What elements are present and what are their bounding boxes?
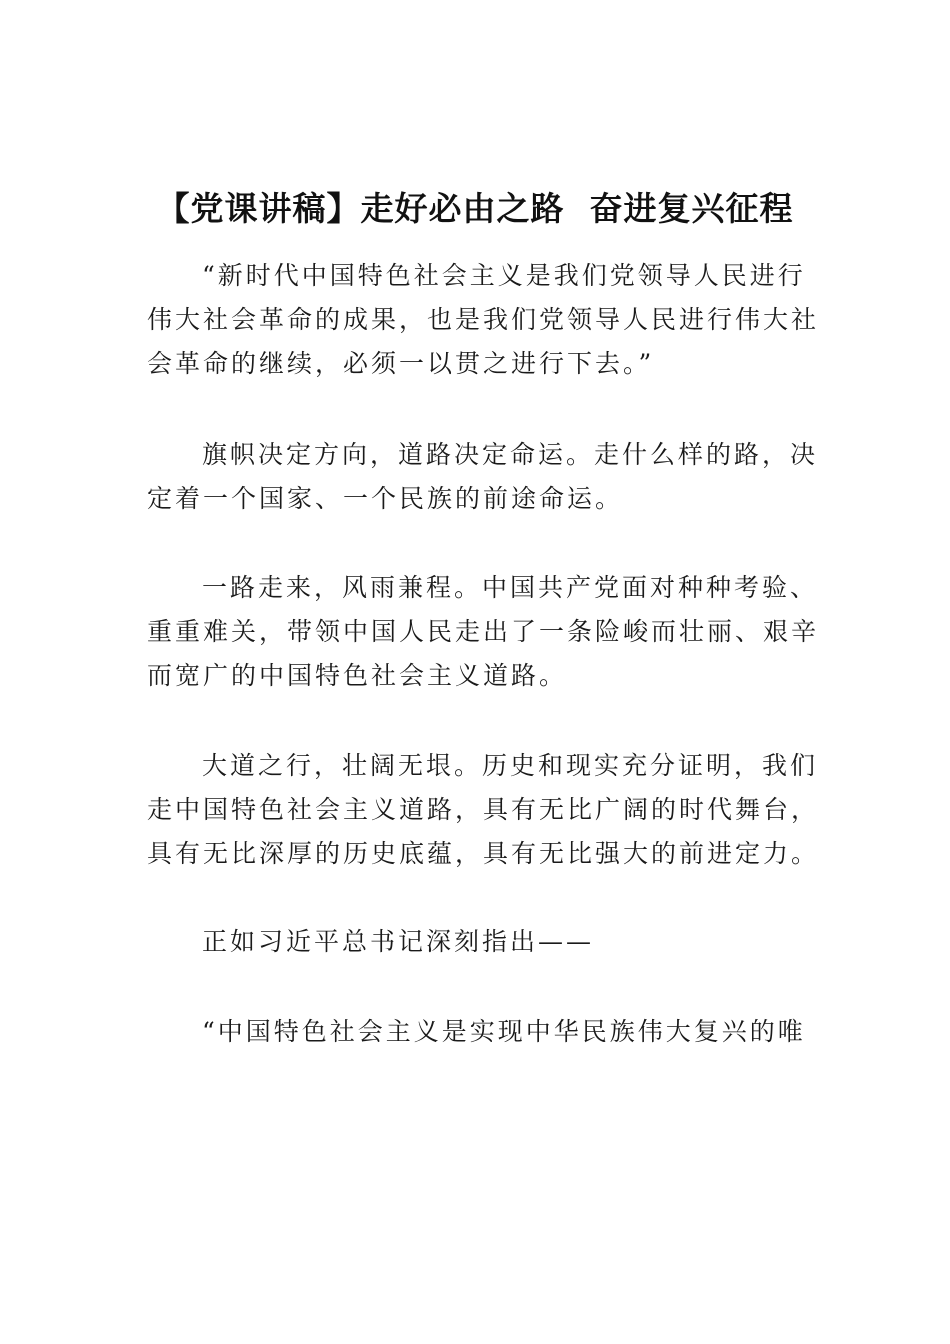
paragraph-line: “中国特色社会主义是实现中华民族伟大复兴的唯 [202,1017,806,1046]
paragraph-journey [147,566,820,698]
paragraph-line: 一路走来，风雨兼程。中国共产党面对种种考验、 [202,573,819,602]
paragraph-line: 具有无比深厚的历史底蕴，具有无比强大的前进定力。 [147,839,820,868]
paragraph-line: “新时代中国特色社会主义是我们党领导人民进行 [202,261,806,290]
paragraph-line: 定着一个国家、一个民族的前途命运。 [147,484,624,513]
paragraph-line: 会革命的继续，必须一以贯之进行下去。” [147,349,655,378]
paragraph-line: 伟大社会革命的成果，也是我们党领导人民进行伟大社 [147,305,820,334]
paragraph-as-pointed-out [147,920,807,964]
paragraph-quote-intro [147,254,820,386]
paragraph-great-way [147,744,820,876]
paragraph-flag-road [147,433,819,521]
paragraph-quote-continued [147,1010,807,1054]
paragraph-line: 正如习近平总书记深刻指出—— [202,927,595,956]
paragraph-line: 大道之行，壮阔无垠。历史和现实充分证明，我们 [202,751,819,780]
document-title: 【党课讲稿】走好必由之路 奋进复兴征程 [156,189,794,229]
paragraph-line: 走中国特色社会主义道路，具有无比广阔的时代舞台， [147,795,820,824]
paragraph-line: 而宽广的中国特色社会主义道路。 [147,661,568,690]
paragraph-line: 重重难关，带领中国人民走出了一条险峻而壮丽、艰辛 [147,617,820,646]
paragraph-line: 旗帜决定方向，道路决定命运。走什么样的路，决 [202,440,819,469]
